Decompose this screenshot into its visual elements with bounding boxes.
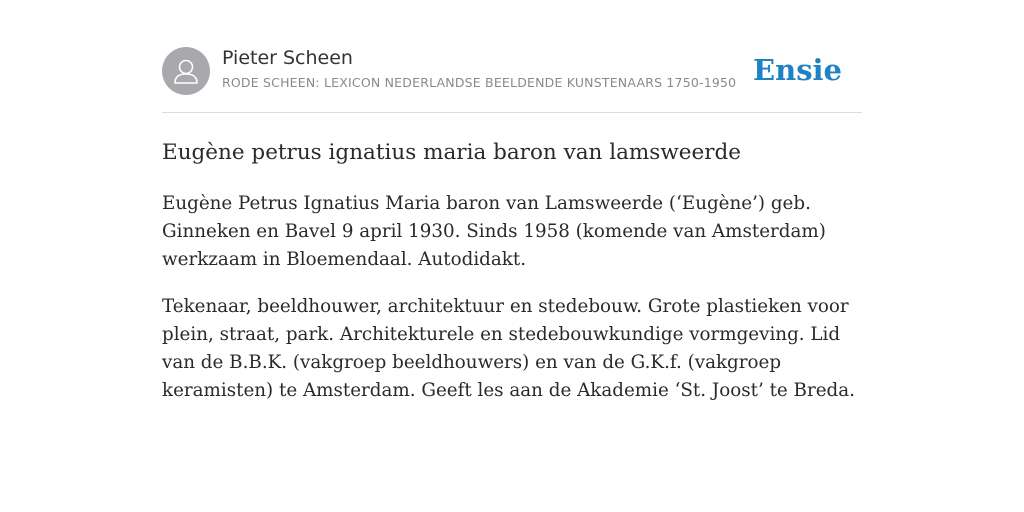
article-title: Eugène petrus ignatius maria baron van lamsweerde bbox=[162, 140, 741, 165]
user-avatar-icon[interactable] bbox=[162, 47, 210, 95]
header-divider bbox=[162, 112, 862, 113]
source-title[interactable]: RODE SCHEEN: LEXICON NEDERLANDSE BEELDENDE KUNSTENAARS 1750-1950 bbox=[222, 75, 737, 90]
definition-card bbox=[162, 46, 862, 401]
author-name[interactable]: Pieter Scheen bbox=[222, 47, 353, 69]
article-paragraph-1: Eugène Petrus Ignatius Maria baron van Lamsweerde (‘Eugène’) geb. Ginneken en Bavel 9 april 1930. Sinds 1958 (komende van Amsterdam) werkzaam in Bloemendaal. Autodidakt. bbox=[162, 193, 826, 270]
avatar-silhouette bbox=[162, 47, 210, 95]
card-header bbox=[162, 46, 862, 96]
article-paragraph-2: Tekenaar, beeldhouwer, architektuur en stedebouw. Grote plastieken voor plein, straat, park. Architekturele en stedebouwkundige vormgeving. Lid van de B.B.K. (vakgroep beeldhouwers) en van de G.K.f. (vakgroep keramisten) te Amsterdam. Geeft les aan de Akademie ‘St. Joost’ te Breda. bbox=[162, 296, 855, 401]
ensie-logo[interactable]: Ensie bbox=[753, 53, 842, 87]
